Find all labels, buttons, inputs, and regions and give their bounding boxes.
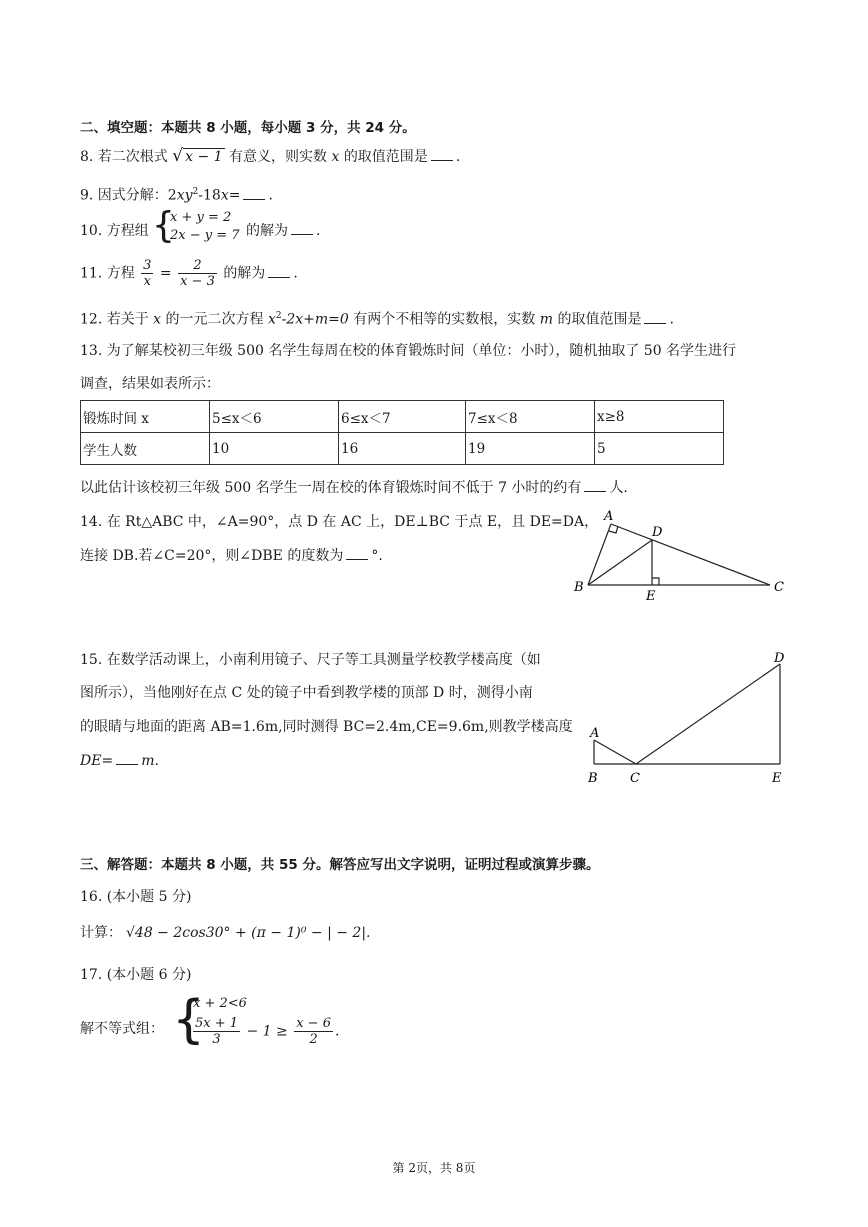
question-17-title: 17. (本小题 6 分) — [80, 967, 192, 983]
fraction: $\frac{3}{x}$ — [143, 258, 152, 289]
mirror-diagram-q15 — [580, 644, 790, 790]
right-angle-mark-e — [652, 578, 659, 585]
label-c: C — [630, 771, 640, 786]
table-cell: 7≤x＜8 — [466, 401, 595, 433]
segment-ac — [594, 740, 636, 764]
label-d: D — [774, 651, 785, 666]
question-13-line1: 13. 为了解某校初三年级 500 名学生每周在校的体育锻炼时间（单位：小时），随机抽取了 50 名学生进行 — [80, 343, 737, 359]
triangle-diagram-q14 — [568, 504, 796, 604]
brace-symbol: { — [152, 205, 175, 246]
segment-ac — [611, 524, 770, 585]
label-b: B — [574, 580, 584, 595]
table-cell: 学生人数 — [81, 433, 210, 465]
table-row — [81, 401, 724, 433]
segment-ab — [588, 524, 611, 585]
section-heading-fill-in: 二、填空题：本题共 8 小题，每小题 3 分，共 24 分。 — [80, 120, 416, 136]
table-cell: 19 — [466, 433, 595, 465]
table-cell: 6≤x＜7 — [339, 401, 466, 433]
question-15-line3: 的眼睛与地面的距离 AB=1.6m,同时测得 BC=2.4m,CE=9.6m,则教学楼高度 — [80, 719, 573, 735]
question-16: 计算： √48 − 2cos30° + (π − 1)⁰ − | − 2|. — [80, 925, 371, 941]
table-cell: 10 — [210, 433, 339, 465]
fraction: $\frac{2}{x - 3}$ — [180, 258, 215, 289]
answer-blank — [243, 187, 265, 200]
question-8: 8. 若二次根式 √ x − 1 有意义，则实数 x 的取值范围是 . — [80, 146, 461, 166]
label-d: D — [652, 525, 663, 540]
sqrt-expression: √ x − 1 — [172, 146, 223, 166]
table-cell: 5 — [595, 433, 724, 465]
answer-blank — [291, 222, 313, 235]
answer-blank — [116, 752, 138, 765]
question-13-conclusion: 以此估计该校初三年级 500 名学生一周在校的体育锻炼时间不低于 7 小时的约有 人. — [80, 480, 628, 496]
section-heading-solutions: 三、解答题：本题共 8 小题，共 55 分。解答应写出文字说明，证明过程或演算步骤。 — [80, 857, 600, 873]
page-footer: 第 2页，共 8页 — [392, 1161, 476, 1175]
label-e: E — [646, 589, 656, 604]
table-row — [81, 433, 724, 465]
segment-cd — [636, 664, 780, 764]
answer-blank — [346, 547, 368, 560]
table-cell: 锻炼时间 x — [81, 401, 210, 433]
table-cell: 5≤x＜6 — [210, 401, 339, 433]
table-cell: 16 — [339, 433, 466, 465]
label-c: C — [774, 580, 784, 595]
q8-text: 8. 若二次根式 — [80, 149, 168, 165]
question-15-line1: 15. 在数学活动课上，小南利用镜子、尺子等工具测量学校教学楼高度（如 — [80, 652, 541, 668]
question-12: 12. 若关于 x 的一元二次方程 $x^2-2x+m=0$ 有两个不相等的实数根，实数 m 的取值范围是 . — [80, 311, 674, 328]
answer-blank — [431, 148, 453, 161]
question-11: 11. 方程 $\frac{3}{x}$ = $\frac{2}{x - 3}$ 的解为 . — [80, 258, 298, 289]
question-15-line4: DE= m. — [80, 753, 159, 769]
label-e: E — [772, 771, 782, 786]
question-13-line2: 调查，结果如表所示： — [80, 376, 220, 392]
label-a: A — [604, 509, 614, 524]
question-15-line2: 图所示），当他刚好在点 C 处的镜子中看到教学楼的顶部 D 时，测得小南 — [80, 685, 533, 701]
label-b: B — [588, 771, 598, 786]
segment-bd — [588, 540, 652, 585]
brace-symbol: { — [172, 990, 206, 1050]
question-16-title: 16. (本小题 5 分) — [80, 889, 192, 905]
label-a: A — [590, 726, 600, 741]
fraction: $\frac{5x + 1}{3}$ — [195, 1016, 239, 1047]
question-14-line1: 14. 在 Rt△ABC 中，∠A=90°，点 D 在 AC 上，DE⊥BC 于点 E，且 DE=DA， — [80, 514, 599, 530]
question-14-line2: 连接 DB.若∠C=20°，则∠DBE 的度数为 °. — [80, 548, 383, 564]
exercise-time-table — [80, 400, 724, 465]
question-9: 9. 因式分解：$2xy^2-18x=$ . — [80, 187, 273, 204]
fraction: $\frac{x - 6}{2}$ — [296, 1016, 331, 1047]
answer-blank — [268, 265, 290, 278]
answer-blank — [644, 311, 666, 324]
table-cell: x≥8 — [595, 401, 724, 433]
answer-blank — [584, 479, 606, 492]
